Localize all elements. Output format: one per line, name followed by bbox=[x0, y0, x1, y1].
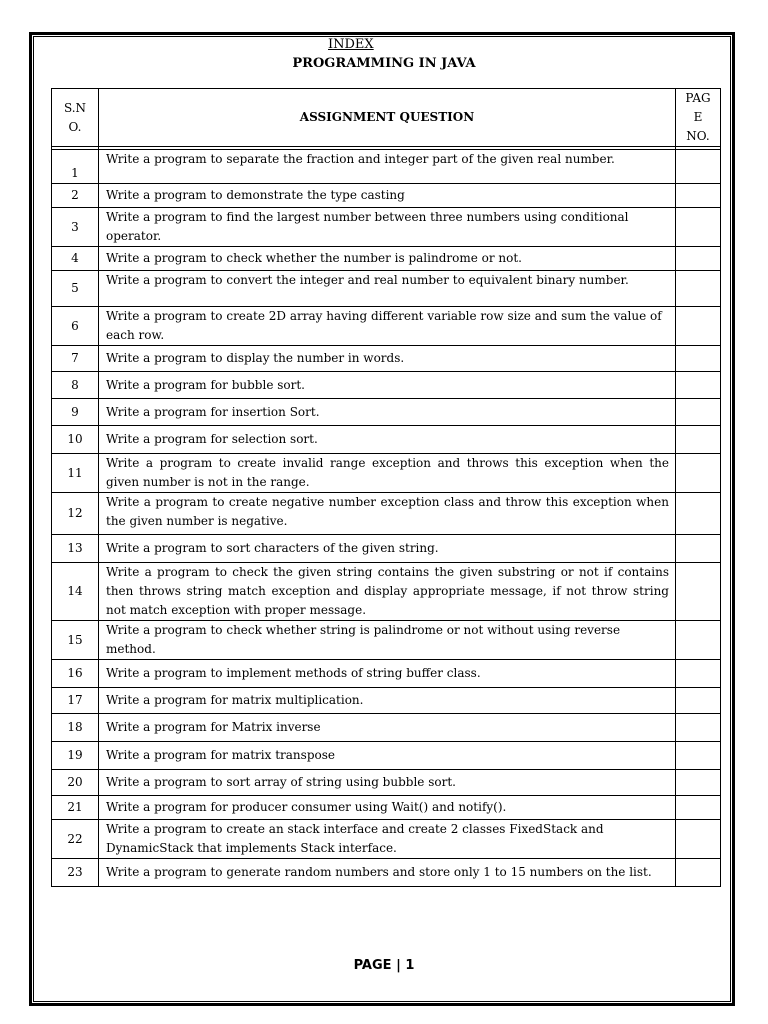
row-question: Write a program to sort characters of the given string. bbox=[99, 535, 676, 563]
header-question: ASSIGNMENT QUESTION bbox=[99, 89, 676, 147]
row-page-no bbox=[676, 770, 721, 796]
row-question: Write a program to check whether string is palindrome or not without using reverse method. bbox=[99, 621, 676, 660]
table-row bbox=[52, 621, 721, 660]
row-page-no bbox=[676, 796, 721, 820]
row-question: Write a program to demonstrate the type casting bbox=[99, 184, 676, 208]
table-row bbox=[52, 563, 721, 621]
row-sno: 1 bbox=[52, 150, 99, 184]
row-sno: 23 bbox=[52, 859, 99, 887]
index-label: INDEX bbox=[328, 37, 374, 52]
row-question: Write a program to create an stack interface and create 2 classes FixedStack and DynamicStack that implements Stack interface. bbox=[99, 820, 676, 859]
row-page-no bbox=[676, 150, 721, 184]
table-row bbox=[52, 742, 721, 770]
row-sno: 3 bbox=[52, 208, 99, 247]
row-question: Write a program for bubble sort. bbox=[99, 372, 676, 399]
row-sno: 4 bbox=[52, 247, 99, 271]
row-question: Write a program to create negative number exception class and throw this exception when the given number is negative. bbox=[99, 493, 676, 535]
row-sno: 2 bbox=[52, 184, 99, 208]
row-page-no bbox=[676, 271, 721, 307]
row-sno: 22 bbox=[52, 820, 99, 859]
row-sno: 18 bbox=[52, 714, 99, 742]
footer-page-number: 1 bbox=[405, 958, 415, 973]
table-row bbox=[52, 770, 721, 796]
row-sno: 21 bbox=[52, 796, 99, 820]
row-page-no bbox=[676, 621, 721, 660]
row-page-no bbox=[676, 563, 721, 621]
header-page-no: PAG E NO. bbox=[676, 89, 721, 147]
row-sno: 19 bbox=[52, 742, 99, 770]
row-question: Write a program to generate random numbers and store only 1 to 15 numbers on the list. bbox=[99, 859, 676, 887]
row-page-no bbox=[676, 859, 721, 887]
row-page-no bbox=[676, 208, 721, 247]
row-sno: 10 bbox=[52, 426, 99, 454]
table-row bbox=[52, 247, 721, 271]
table-row bbox=[52, 184, 721, 208]
table-row bbox=[52, 426, 721, 454]
document-title: PROGRAMMING IN JAVA bbox=[292, 56, 476, 71]
row-sno: 15 bbox=[52, 621, 99, 660]
row-question: Write a program to implement methods of string buffer class. bbox=[99, 660, 676, 688]
row-question: Write a program for producer consumer using Wait() and notify(). bbox=[99, 796, 676, 820]
row-sno: 14 bbox=[52, 563, 99, 621]
table-header-row bbox=[52, 89, 721, 147]
table-row bbox=[52, 493, 721, 535]
row-page-no bbox=[676, 820, 721, 859]
row-page-no bbox=[676, 454, 721, 493]
table-row bbox=[52, 688, 721, 714]
table-row bbox=[52, 346, 721, 372]
row-sno: 17 bbox=[52, 688, 99, 714]
table-row bbox=[52, 399, 721, 426]
row-question: Write a program to convert the integer and real number to equivalent binary number. bbox=[99, 271, 676, 307]
table-row bbox=[52, 307, 721, 346]
row-page-no bbox=[676, 184, 721, 208]
row-sno: 8 bbox=[52, 372, 99, 399]
table-row bbox=[52, 820, 721, 859]
table-row bbox=[52, 660, 721, 688]
row-page-no bbox=[676, 426, 721, 454]
row-page-no bbox=[676, 688, 721, 714]
row-page-no bbox=[676, 247, 721, 271]
table-row bbox=[52, 535, 721, 563]
row-sno: 9 bbox=[52, 399, 99, 426]
row-question: Write a program to separate the fraction and integer part of the given real number. bbox=[99, 150, 676, 184]
table-row bbox=[52, 714, 721, 742]
row-page-no bbox=[676, 660, 721, 688]
row-page-no bbox=[676, 742, 721, 770]
row-question: Write a program to check whether the number is palindrome or not. bbox=[99, 247, 676, 271]
page-footer bbox=[0, 958, 768, 973]
table-row bbox=[52, 796, 721, 820]
assignment-table bbox=[51, 88, 721, 887]
row-page-no bbox=[676, 714, 721, 742]
table-row bbox=[52, 150, 721, 184]
row-sno: 6 bbox=[52, 307, 99, 346]
row-sno: 11 bbox=[52, 454, 99, 493]
row-sno: 5 bbox=[52, 271, 99, 307]
row-page-no bbox=[676, 493, 721, 535]
row-sno: 20 bbox=[52, 770, 99, 796]
row-page-no bbox=[676, 307, 721, 346]
row-question: Write a program for matrix transpose bbox=[99, 742, 676, 770]
row-question: Write a program to find the largest number between three numbers using conditional operator. bbox=[99, 208, 676, 247]
row-page-no bbox=[676, 372, 721, 399]
row-question: Write a program for matrix multiplication. bbox=[99, 688, 676, 714]
footer-page-label: PAGE bbox=[353, 958, 392, 973]
row-question: Write a program to display the number in words. bbox=[99, 346, 676, 372]
row-sno: 7 bbox=[52, 346, 99, 372]
row-sno: 13 bbox=[52, 535, 99, 563]
table-row bbox=[52, 454, 721, 493]
row-page-no bbox=[676, 399, 721, 426]
footer-separator: | bbox=[396, 958, 401, 973]
header-sno: S.N O. bbox=[52, 89, 99, 147]
row-question: Write a program to create invalid range exception and throws this exception when the given number is not in the range. bbox=[99, 454, 676, 493]
table-row bbox=[52, 372, 721, 399]
row-question: Write a program for Matrix inverse bbox=[99, 714, 676, 742]
row-question: Write a program to sort array of string using bubble sort. bbox=[99, 770, 676, 796]
table-row bbox=[52, 271, 721, 307]
row-page-no bbox=[676, 346, 721, 372]
table-row bbox=[52, 859, 721, 887]
row-question: Write a program to create 2D array having different variable row size and sum the value of each row. bbox=[99, 307, 676, 346]
row-question: Write a program for insertion Sort. bbox=[99, 399, 676, 426]
row-sno: 16 bbox=[52, 660, 99, 688]
row-question: Write a program for selection sort. bbox=[99, 426, 676, 454]
row-question: Write a program to check the given string contains the given substring or not if contains then throws string match exception and display appropriate message, if not throw string not match exception with proper message. bbox=[99, 563, 676, 621]
row-sno: 12 bbox=[52, 493, 99, 535]
table-row bbox=[52, 208, 721, 247]
row-page-no bbox=[676, 535, 721, 563]
